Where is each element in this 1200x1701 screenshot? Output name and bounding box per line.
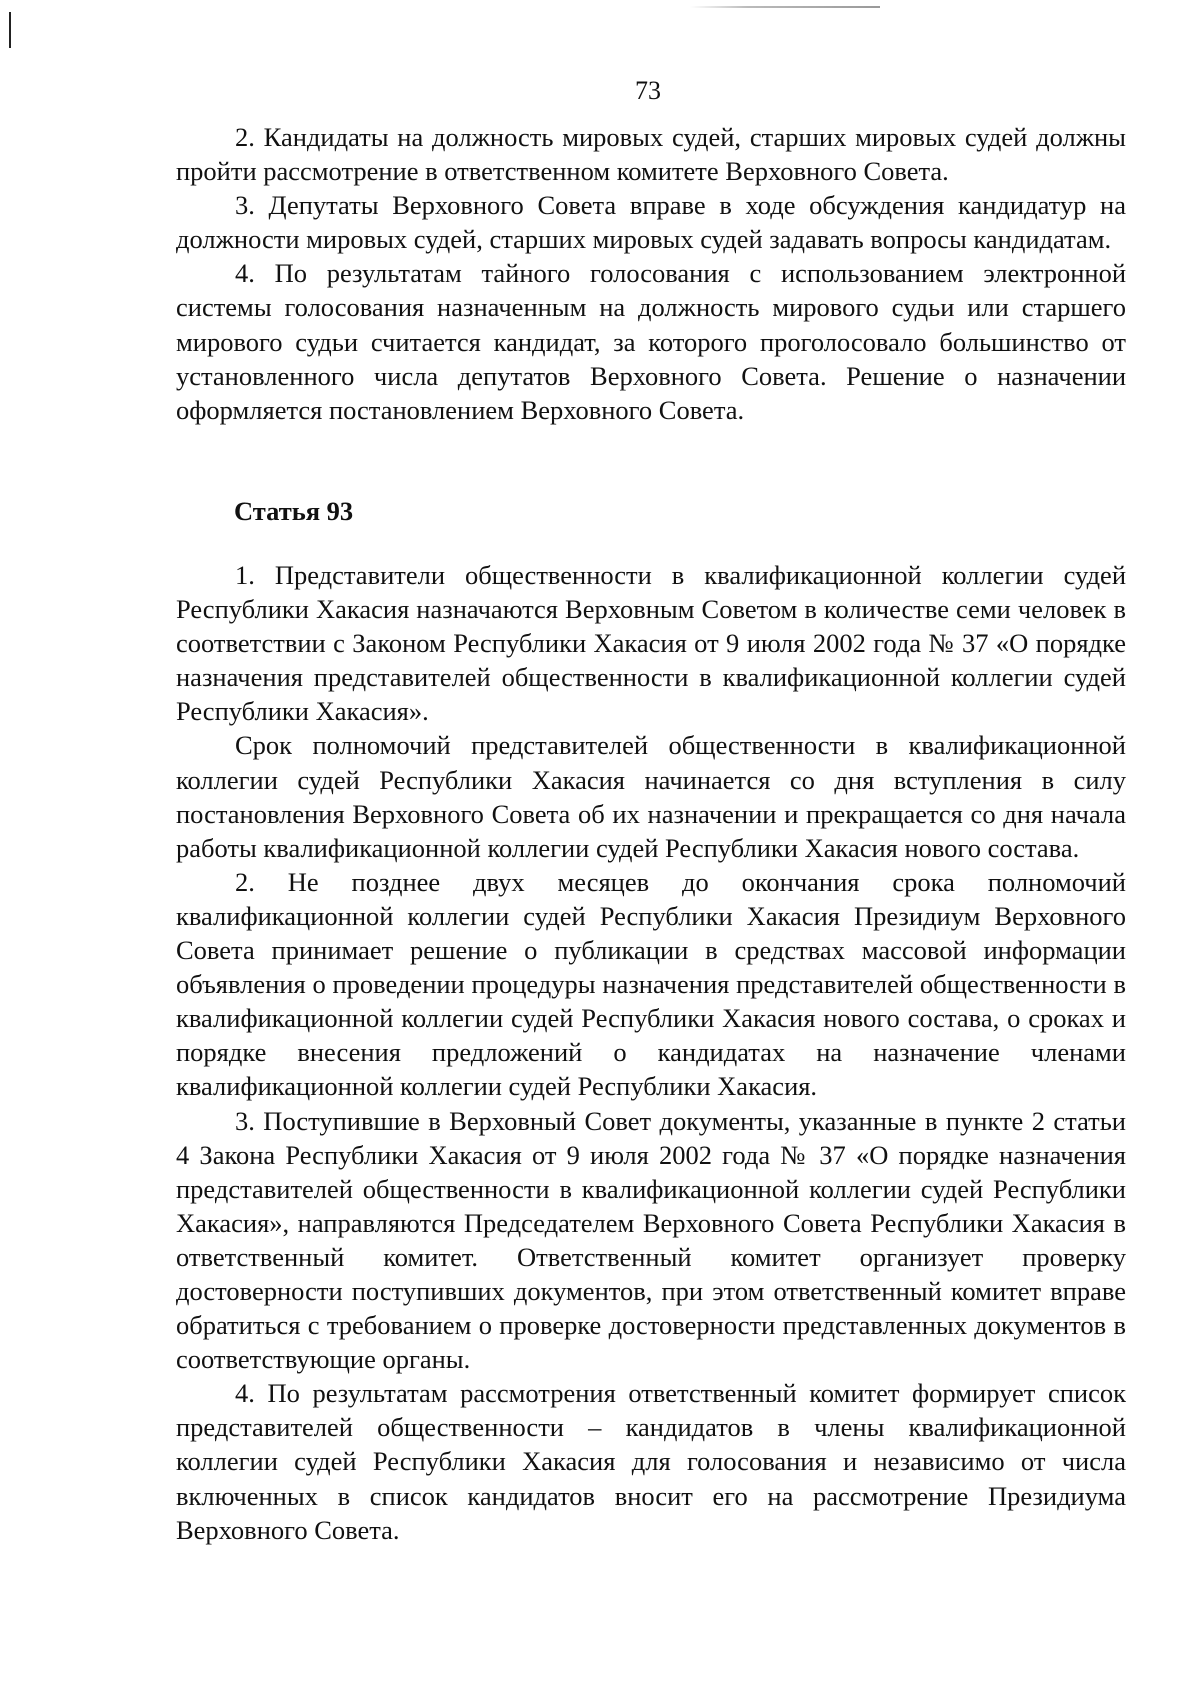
scan-edge-mark [9,12,11,48]
article-paragraph-4: 4. По результатам рассмотрения ответственный комитет формирует список представителей общественности – кандидатов в члены квалификационной коллегии судей Республики Хакасия для голосования и независимо от числа включенных в список кандидатов вносит его на рассмотрение Президиума Верховного Совета. [176,1378,1126,1545]
paragraph-item-4: 4. По результатам тайного голосования с использованием электронной системы голосования назначенным на должность мирового судьи или старшего мирового судьи считается кандидат, за которого проголосовало большинство от установленного числа депутатов Верховного Совета. Решение о назначении оформляется постановлением Верховного Совета. [176,258,1126,425]
article-paragraph-2: 2. Не позднее двух месяцев до окончания срока полномочий квалификационной коллегии судей Республики Хакасия Президиум Верховного Совета принимает решение о публикации в средствах массовой информации объявления о проведении процедуры назначения представителей общественности в квалификационной коллегии судей Республики Хакасия нового состава, о сроках и порядке внесения предложений о кандидатах на назначение членами квалификационной коллегии судей Республики Хакасия. [176,866,1126,1102]
paragraph-item-2: 2. Кандидаты на должность мировых судей, старших мировых судей должны пройти рассмотрение в ответственном комитете Верховного Совета. [176,122,1126,187]
article-paragraph-1: 1. Представители общественности в квалификационной коллегии судей Республики Хакасия назначаются Верховным Советом в количестве семи человек в соответствии с Законом Республики Хакасия от 9 июля 2002 года № 37 «О порядке назначения представителей общественности в квалификационной коллегии судей Республики Хакасия». [176,560,1126,727]
paragraph-item-3: 3. Депутаты Верховного Совета вправе в ходе обсуждения кандидатур на должности мировых судей, старших мировых судей задавать вопросы кандидатам. [176,190,1126,255]
scan-top-rule [690,6,880,8]
article-paragraph-term: Срок полномочий представителей общественности в квалификационной коллегии судей Республики Хакасия начинается со дня вступления в силу постановления Верховного Совета об их назначении и прекращается со дня начала работы квалификационной коллегии судей Республики Хакасия нового состава. [176,730,1126,863]
article-93-body [176,558,1126,1547]
article-paragraph-3: 3. Поступившие в Верховный Совет документы, указанные в пункте 2 статьи 4 Закона Республики Хакасия от 9 июля 2002 года № 37 «О порядке назначения представителей общественности в квалификационной коллегии судей Республики Хакасия», направляются Председателем Верховного Совета Республики Хакасия в ответственный комитет. Ответственный комитет организует проверку достоверности поступивших документов, при этом ответственный комитет вправе обратиться с требованием о проверке достоверности представленных документов в соответствующие органы. [176,1105,1126,1375]
page-number: 73 [635,76,661,105]
article-heading: Статья 93 [234,496,354,526]
continuation-section [176,120,1126,427]
